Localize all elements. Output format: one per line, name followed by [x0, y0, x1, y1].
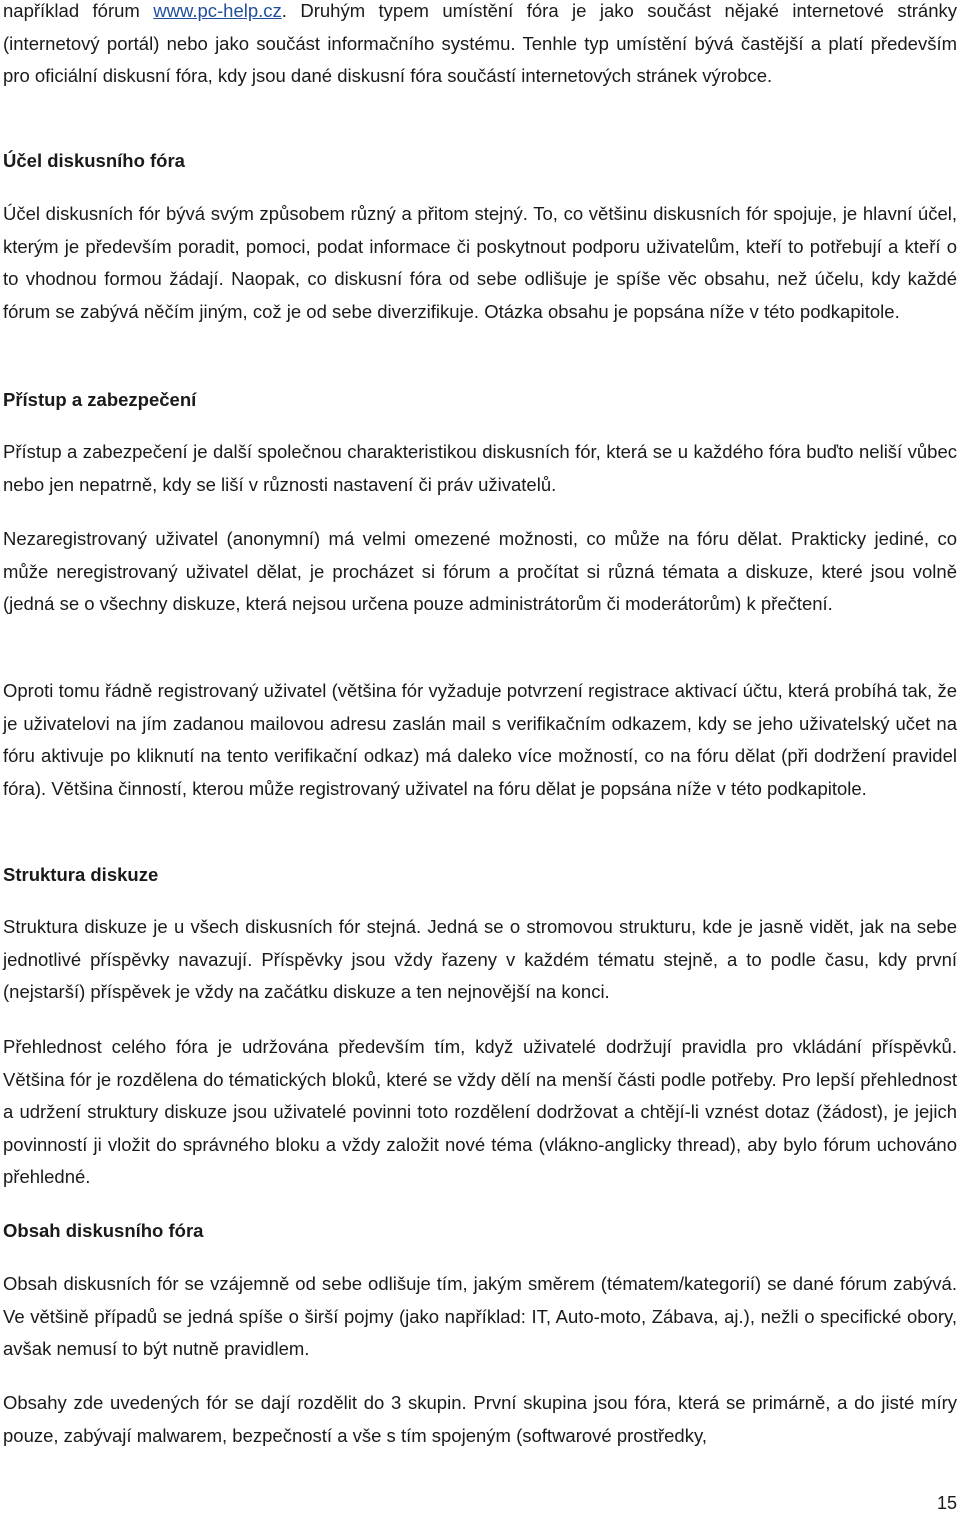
pristup-paragraph-1: Přístup a zabezpečení je další společnou charakteristikou diskusních fór, která se u každého fóra buďto neliší vůbec nebo jen nepatrně, kdy se liší v různosti nastavení či práv uživatelů. [3, 441, 957, 495]
heading-struktura: Struktura diskuze [3, 864, 159, 885]
obsah-paragraph-2: Obsahy zde uvedených fór se dají rozdělit do 3 skupin. První skupina jsou fóra, která se primárně, a do jisté míry pouze, zabývají malwarem, bezpečností a vše s tím spojeným (softwarové prostředky, [3, 1392, 957, 1446]
obsah-paragraph-1: Obsah diskusních fór se vzájemně od sebe odlišuje tím, jakým směrem (tématem/kategorií) se dané fórum zabývá. Ve většině případů se jedná spíše o širší pojmy (jako například: IT, Auto-moto, Zábava, aj.), nežli o specifické obory, avšak nemusí to být nutně pravidlem. [3, 1273, 957, 1360]
struktura-paragraph-2: Přehlednost celého fóra je udržována především tím, když uživatelé dodržují pravidla pro vkládání příspěvků. Většina fór je rozdělena do tématických bloků, které se vždy dělí na menší části podle potřeby. Pro lepší přehlednost a udržení struktury diskuze jsou uživatelé povinni toto rozdělení dodržovat a chtějí-li vznést dotaz (žádost), je jejich povinností ji vložit do správného bloku a vždy založit nové téma (vlákno-anglicky thread), aby bylo fórum uchováno přehledné. [3, 1036, 957, 1188]
intro-text-before: například fórum [3, 0, 154, 21]
page-number: 15 [936, 1493, 957, 1513]
pristup-paragraph-2: Nezaregistrovaný uživatel (anonymní) má velmi omezené možnosti, co může na fóru dělat. Prakticky jediné, co může neregistrovaný uživatel dělat, je procházet si fórum a pročítat si různá témata a diskuze, které jsou volně (jedná se o všechny diskuze, která nejsou určena pouze administrátorům či moderátorům) k přečtení. [3, 528, 957, 615]
struktura-paragraph-1: Struktura diskuze je u všech diskusních fór stejná. Jedná se o stromovou strukturu, kde je jasně vidět, jak na sebe jednotlivé příspěvky navazují. Příspěvky jsou vždy řazeny v každém tématu stejně, a to podle času, kdy první (nejstarší) příspěvek je vždy na začátku diskuze a ten nejnovější na konci. [3, 916, 957, 1003]
ucel-paragraph-1: Účel diskusních fór bývá svým způsobem různý a přitom stejný. To, co většinu diskusních fór spojuje, je hlavní účel, kterým je především poradit, pomoci, podat informace či poskytnout podporu uživatelům, kteří to potřebují a kteří o to vhodnou formou žádají. Naopak, co diskusní fóra od sebe odlišuje je spíše věc obsahu, než účelu, kdy každé fórum se zabývá něčím jiným, což je od sebe diverzifikuje. Otázka obsahu je popsána níže v této podkapitole. [3, 203, 957, 322]
heading-obsah: Obsah diskusního fóra [3, 1220, 204, 1241]
pc-help-link[interactable]: www.pc-help.cz [153, 0, 282, 21]
intro-paragraph [3, 0, 957, 93]
pristup-paragraph-3: Oproti tomu řádně registrovaný uživatel (většina fór vyžaduje potvrzení registrace aktivací účtu, která probíhá tak, že je uživatelovi na jím zadanou mailovou adresu zaslán mail s verifikačním odkazem, kdy se jeho uživatelský učet na fóru aktivuje po kliknutí na tento verifikační odkaz) má daleko více možností, co na fóru dělat (při dodržení pravidel fóra). Většina činností, kterou může registrovaný uživatel na fóru dělat je popsána níže v této podkapitole. [3, 680, 957, 799]
heading-ucel: Účel diskusního fóra [3, 150, 185, 171]
heading-pristup: Přístup a zabezpečení [3, 389, 197, 410]
intro-text-after: . Druhým typem umístění fóra je jako součást nějaké internetové stránky (internetový portál) nebo jako součást informačního systému. Tenhle typ umístění bývá častější a platí především pro oficiální diskusní fóra, kdy jsou dané diskusní fóra součástí internetových stránek výrobce. [3, 0, 957, 87]
